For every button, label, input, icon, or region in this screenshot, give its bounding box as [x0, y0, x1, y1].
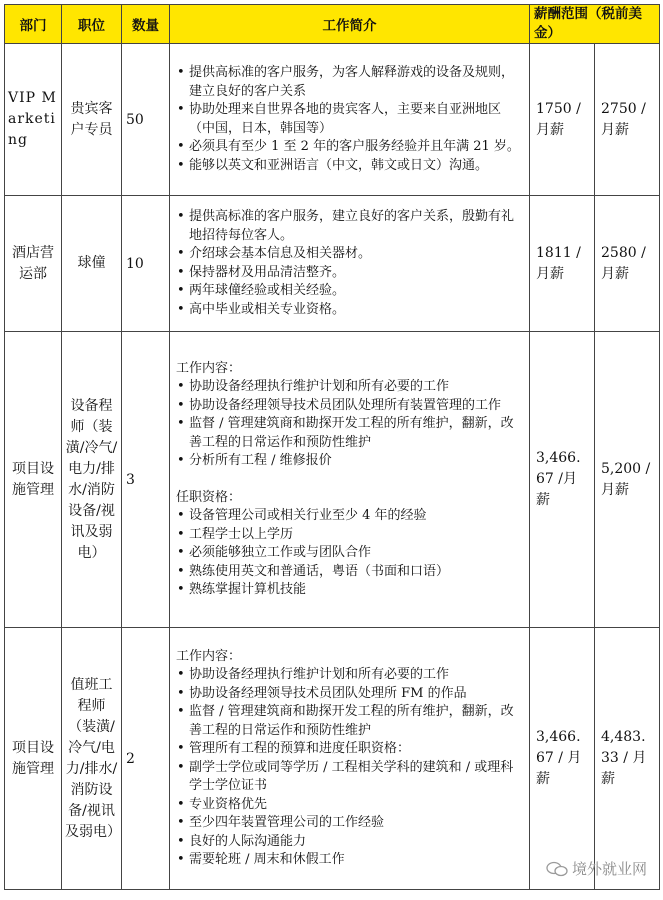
duty-item: • 需要轮班 / 周末和休假工作: [176, 851, 524, 870]
duty-item: • 必须具有至少 1 至 2 年的客户服务经验并且年满 21 岁。: [176, 138, 524, 157]
table-row: [5, 628, 660, 890]
duty-item: • 分析所有工程 / 维修报价: [176, 452, 524, 471]
duty-item: • 必须能够独立工作或与团队合作: [176, 544, 524, 563]
duty-list: [176, 666, 524, 870]
row-position: 值班工程师（装潢/冷气/电力/排水/消防设备/视讯及弱电）: [62, 628, 122, 890]
row-salary-max: 2750 / 月薪: [595, 44, 660, 196]
watermark-text: 境外就业网: [571, 860, 647, 878]
header-duties: 工作简介: [170, 5, 530, 44]
duty-item: • 提供高标准的客户服务，为客人解释游戏的设备及规则，建立良好的客户关系: [176, 64, 524, 101]
row-duties: [170, 196, 530, 332]
duty-item: • 能够以英文和亚洲语言（中文，韩文或日文）沟通。: [176, 157, 524, 176]
duty-item: • 协助设备经理领导技术员团队处理所 FM 的作品: [176, 685, 524, 704]
section-gap: [176, 471, 524, 489]
section-title: 工作内容：: [176, 648, 242, 664]
row-position: 球僮: [62, 196, 122, 332]
header-position: 职位: [62, 5, 122, 44]
duty-item: • 工程学士以上学历: [176, 526, 524, 545]
row-salary-min: 1811 / 月薪: [530, 196, 595, 332]
section-title: 工作内容：: [176, 360, 242, 376]
row-count: 50: [122, 44, 170, 196]
header-dept: 部门: [5, 5, 62, 44]
duty-item: • 监督 / 管理建筑商和勘探开发工程的所有维护，翻新，改善工程的日常运作和预防性维护: [176, 703, 524, 740]
duty-item: • 协助设备经理执行维护计划和所有必要的工作: [176, 666, 524, 685]
table-row: [5, 332, 660, 628]
row-count: 10: [122, 196, 170, 332]
duty-item: • 良好的人际沟通能力: [176, 833, 524, 852]
row-count: 3: [122, 332, 170, 628]
table-row: [5, 44, 660, 196]
duty-item: • 至少四年装置管理公司的工作经验: [176, 814, 524, 833]
header-salary: 薪酬范围（税前美金）: [530, 5, 660, 44]
duty-list: [176, 507, 524, 600]
row-position: 设备程师（装潢/冷气/电力/排水/消防设备/视讯及弱电）: [62, 332, 122, 628]
row-dept: 项目设施管理: [5, 332, 62, 628]
row-position: 贵宾客户专员: [62, 44, 122, 196]
chat-bubble-icon: [546, 861, 568, 877]
duty-item: • 监督 / 管理建筑商和勘探开发工程的所有维护，翻新，改善工程的日常运作和预防性维护: [176, 415, 524, 452]
duty-item: • 提供高标准的客户服务，建立良好的客户关系，殷勤有礼地招待每位客人。: [176, 208, 524, 245]
row-salary-max: 5,200 /月薪: [595, 332, 660, 628]
row-count: 2: [122, 628, 170, 890]
header-count: 数量: [122, 5, 170, 44]
duty-item: • 保持器材及用品清洁整齐。: [176, 264, 524, 283]
row-salary-min: 1750 / 月薪: [530, 44, 595, 196]
duty-item: • 协助设备经理领导技术员团队处理所有装置管理的工作: [176, 397, 524, 416]
duty-item: • 设备管理公司或相关行业至少 4 年的经验: [176, 507, 524, 526]
section-title: 任职资格：: [176, 489, 242, 505]
watermark: [546, 858, 647, 879]
row-dept: 酒店营运部: [5, 196, 62, 332]
row-salary-max: 2580 / 月薪: [595, 196, 660, 332]
job-table: [4, 4, 660, 890]
duty-item: • 专业资格优先: [176, 796, 524, 815]
row-salary-max: 4,483.33 / 月薪: [595, 628, 660, 890]
duty-item: • 两年球僮经验或相关经验。: [176, 282, 524, 301]
duty-item: • 协助设备经理执行维护计划和所有必要的工作: [176, 378, 524, 397]
table-row: [5, 196, 660, 332]
duty-list: [176, 208, 524, 319]
duty-list: [176, 64, 524, 175]
row-salary-min: 3,466.67 / 月薪: [530, 628, 595, 890]
duty-item: • 熟练使用英文和普通话，粤语（书面和口语）: [176, 563, 524, 582]
header-row: [5, 5, 660, 44]
row-dept: VIP Marketing: [5, 44, 62, 196]
duty-item: • 协助处理来自世界各地的贵宾客人，主要来自亚洲地区（中国，日本，韩国等）: [176, 101, 524, 138]
row-duties: [170, 44, 530, 196]
duty-item: • 高中毕业或相关专业资格。: [176, 301, 524, 320]
duty-item: • 管理所有工程的预算和进度任职资格：: [176, 740, 524, 759]
duty-list: [176, 378, 524, 471]
duty-item: • 介绍球会基本信息及相关器材。: [176, 245, 524, 264]
row-duties: [170, 628, 530, 890]
row-duties: [170, 332, 530, 628]
row-dept: 项目设施管理: [5, 628, 62, 890]
row-salary-min: 3,466.67 /月薪: [530, 332, 595, 628]
duty-item: • 副学士学位或同等学历 / 工程相关学科的建筑和 / 或理科学士学位证书: [176, 759, 524, 796]
duty-item: • 熟练掌握计算机技能: [176, 581, 524, 600]
